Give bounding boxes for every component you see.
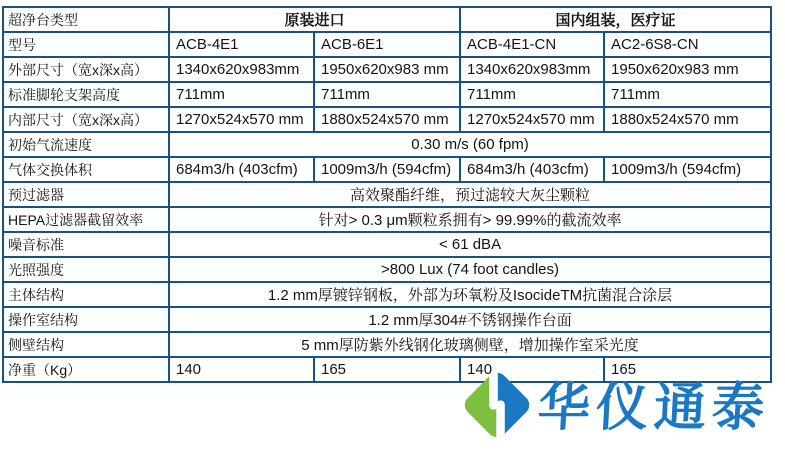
table-row: [3, 107, 771, 132]
table-cell: 711mm: [604, 82, 771, 107]
header-col1: 超净台类型: [3, 7, 169, 32]
table-cell: ACB-6E1: [314, 32, 460, 57]
row-label: 气体交换体积: [3, 157, 169, 182]
table-cell: ACB-4E1-CN: [460, 32, 604, 57]
table-cell-span: 高效聚酯纤维，预过滤较大灰尘颗粒: [169, 182, 771, 207]
row-label: 内部尺寸（宽x深x高）: [3, 107, 169, 132]
row-label: 主体结构: [3, 282, 169, 307]
table-cell: 684m3/h (403cfm): [460, 157, 604, 182]
table-cell: 1340x620x983mm: [169, 57, 314, 82]
row-label: 标准脚轮支架高度: [3, 82, 169, 107]
table-row: [3, 182, 771, 207]
table-row: [3, 57, 771, 82]
table-cell: 165: [314, 357, 460, 382]
watermark-text: 华仪通泰: [536, 379, 772, 437]
header-group-domestic: 国内组装，医疗证: [460, 7, 771, 32]
table-row: [3, 157, 771, 182]
table-cell: 1880x524x570 mm: [604, 107, 771, 132]
table-row: [3, 132, 771, 157]
table-cell: 1880x524x570 mm: [314, 107, 460, 132]
hexagon-h-logo-icon: [458, 366, 536, 444]
table-cell: 1270x524x570 mm: [169, 107, 314, 132]
table-cell-span: 针对> 0.3 μm颗粒系拥有> 99.99%的截流效率: [169, 207, 771, 232]
row-label: 侧壁结构: [3, 332, 169, 357]
row-label: 预过滤器: [3, 182, 169, 207]
table-cell: ACB-4E1: [169, 32, 314, 57]
table-cell-span: 0.30 m/s (60 fpm): [169, 132, 771, 157]
row-label: 噪音标准: [3, 232, 169, 257]
table-cell: 1950x620x983 mm: [314, 57, 460, 82]
table-row: [3, 332, 771, 357]
row-label: 光照强度: [3, 257, 169, 282]
table-cell-span: 1.2 mm厚304#不锈钢操作台面: [169, 307, 771, 332]
table-cell: 1009m3/h (594cfm): [314, 157, 460, 182]
row-label: 操作室结构: [3, 307, 169, 332]
table-cell-span: < 61 dBA: [169, 232, 771, 257]
table-cell-span: >800 Lux (74 foot candles): [169, 257, 771, 282]
watermark-logo: [458, 366, 770, 444]
spec-table-body: [3, 7, 771, 382]
table-row: [3, 32, 771, 57]
table-row: [3, 257, 771, 282]
table-cell: 140: [169, 357, 314, 382]
table-row: [3, 282, 771, 307]
header-group-imported: 原装进口: [169, 7, 460, 32]
row-label: 外部尺寸（宽x深x高）: [3, 57, 169, 82]
table-cell: 165: [604, 357, 771, 382]
row-label: HEPA过滤器截留效率: [3, 207, 169, 232]
table-cell-span: 1.2 mm厚镀锌钢板，外部为环氧粉及IsocideTM抗菌混合涂层: [169, 282, 771, 307]
table-header-row: [3, 7, 771, 32]
table-cell: 140: [460, 357, 604, 382]
table-cell: 711mm: [169, 82, 314, 107]
table-row: [3, 207, 771, 232]
spec-table: [2, 6, 772, 383]
table-row: [3, 82, 771, 107]
table-cell: 1009m3/h (594cfm): [604, 157, 771, 182]
table-row: [3, 307, 771, 332]
table-cell: 1950x620x983 mm: [604, 57, 771, 82]
row-label: 型号: [3, 32, 169, 57]
table-cell: 684m3/h (403cfm): [169, 157, 314, 182]
row-label: 净重（Kg）: [3, 357, 169, 382]
table-cell: 1270x524x570 mm: [460, 107, 604, 132]
table-cell: 711mm: [460, 82, 604, 107]
table-cell: AC2-6S8-CN: [604, 32, 771, 57]
table-cell: 1340x620x983mm: [460, 57, 604, 82]
row-label: 初始气流速度: [3, 132, 169, 157]
table-cell-span: 5 mm厚防紫外线钢化玻璃侧壁，增加操作室采光度: [169, 332, 771, 357]
table-row: [3, 232, 771, 257]
table-cell: 711mm: [314, 82, 460, 107]
